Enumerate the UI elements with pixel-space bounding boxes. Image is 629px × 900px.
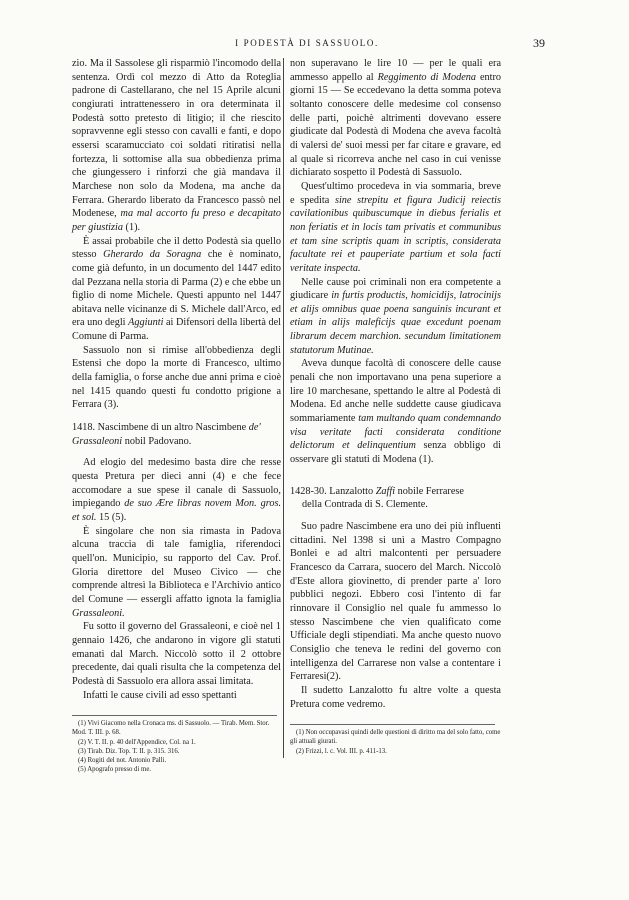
- paragraph: Suo padre Nascimbene era uno dei più influenti cittadini. Nel 1398 si unì a Mastro Compagno Bonlei e ad altri malcontenti per persuadere Francesco da Carrara, suocero del March. Niccolò d'Este allora giovinetto, di prender parte a' loro pubblici negozi. Ebbero così l'intento di far rinnovare il Consiglio nel quale fu ammesso lo stesso Nascimbene che vien qualificato come Ufficiale degli stipendiati. Ma anche questo nuovo Consiglio che teneva le redini del governo con intelligenza del Carrarese non valse a contentare i Ferraresi(2).: [290, 521, 501, 683]
- footnote: (4) Rogiti del not. Antonio Palli.: [78, 757, 167, 764]
- footnote: (1) Vivi Giacomo nella Cronaca ms. di Sassuolo. — Tirab. Mem. Stor. Mod. T. III. p. 68.: [72, 720, 270, 737]
- paragraph: Quest'ultimo procedeva in via sommaria, breve e spedita sine strepitu et figura Judicij reiectis cavilationibus quibuscumque in diebus ferialis et non feriatis et in locis tam privatis et communibus et tam sine scriptis quam in scriptis, considerata facultate rei et pauperiate partium et sola facti veritate inspecta.: [290, 180, 501, 274]
- right-column: [290, 57, 501, 756]
- footnote-separator: [290, 719, 495, 725]
- footnote-separator: [72, 710, 277, 716]
- section-heading: 1418. Nascimbene di un altro Nascimbene de' Grassaleoni nobil Padovano.: [72, 422, 261, 447]
- footnotes: [72, 719, 281, 774]
- paragraph: Fu sotto il governo del Grassaleoni, e cioè nel 1 gennaio 1426, che andarono in vigore gli statuti emanati dal March. Niccolò sotto il 2 ottobre precedente, dai quali risulta che la competenza del Podestà di Sassuolo era allora assai limitata.: [72, 621, 281, 687]
- paragraph: non superavano le lire 10 — per le quali era ammesso appello al Reggimento di Modena entro giorni 15 — Se eccedevano la detta somma poteva soltanto conoscere delle medesime col consenso delle parti, poichè altrimenti dovevano essere giudicate dal Podestà di Modena che aveva facoltà di valersi de' suoi messi per far citare e gravare, ed al quale si ricorreva anche nel caso in cui venisse dichiarato sospetto il Podestà di Sassuolo.: [290, 58, 502, 179]
- paragraph: Infatti le cause civili ad esso spettanti: [83, 689, 237, 701]
- paragraph: Nelle cause poi criminali non era competente a giudicare in furtis productis, homicidijs, latrocinijs et alijs omnibus quae poena sanguinis incurant et etiam in alijs maleficijs quae excedunt poenam librarum decem marchion. secundum limitationem statutorum Mutinae.: [290, 276, 501, 356]
- footnote: (2) V. T. II. p. 40 dell'Appendice, Col. na 1.: [78, 738, 196, 746]
- paragraph: Il sudetto Lanzalotto fu altre volte a questa Pretura come vedremo.: [290, 684, 501, 710]
- section-heading: 1428-30. Lanzalotto Zaffi nobile Ferrarese della Contrada di S. Clemente.: [290, 485, 464, 511]
- footnote: (1) Non occupavasi quindi delle questioni di diritto ma del solo fatto, come gli attuali giurati.: [290, 729, 501, 746]
- footnote: (2) Frizzi, l. c. Vol. III. p. 411-13.: [296, 747, 387, 755]
- paragraph: È assai probabile che il detto Podestà sia quello stesso Gherardo da Soragna che è nominato, come già defunto, in un documento del 1447 edito dal Pezzana nella storia di Parma (2) e che ebbe un figlio di nome Michele. Questi appunto nel 1447 abitava nelle vicinanze di S. Michele dall'Arco, ed era uno degli Aggiunti ai Difensori della libertà del Comune di Parma.: [72, 235, 282, 343]
- footnote: (5) Apografo presso di me.: [78, 766, 152, 774]
- footnotes: [290, 728, 501, 756]
- page-header: [72, 36, 545, 52]
- paragraph: zio. Ma il Sassolese gli risparmiò l'incomodo della sentenza. Ordì col mezzo di Atto da Roteglia padrone di Castellarano, che nel 15 Aprile alcuni congiurati intrattenessero in ora determinata il Podestà sotto pretesto di litigio; il che riescito sopravvenne egli stesso con cavalli e fanti, e dopo essersi scaramucciato coi soldati ritiratisi nella fortezza, li sottomise alla sua obbedienza prima che giungessero i rinforzi che già mandava il Marchese non solo da Modena, ma anche da Ferrara. Gherardo liberato da Francesco passò nel Modenese, ma mal accorto fu preso e decapitato per giustizia (1).: [72, 58, 281, 233]
- paragraph: Aveva dunque facoltà di conoscere delle cause penali che non importavano una pena superiore a lire 10 marchesane, spettando le altre al Podestà di Modena. Ed anche nelle suddette cause giudicava sommariamente tam multando quam condemnando visa veritate facti considerata conditione delictorum et delinquentium senza obbligo di osservare gli statuti di Modena (1).: [290, 358, 501, 466]
- left-column: [72, 57, 281, 774]
- paragraph: Sassuolo non si rimise all'obbedienza degli Estensi che dopo la morte di Francesco, ultimo della famiglia, o forse anche due anni prima e cioè nel 1415 quando questi fu condotto prigione a Ferrara (3).: [72, 344, 281, 411]
- footnote: (3) Tirab. Diz. Top. T. II. p. 315. 316.: [78, 747, 180, 755]
- column-divider: [283, 58, 284, 758]
- paragraph: È singolare che non sia rimasta in Padova alcuna traccia di tale famiglia, riferendoci quell'on. Municipio, su rapporto del Cav. Prof. Gloria direttore del Museo Civico — che comprende altresì la Biblioteca e l'Archivio antico del Comune — essergli affatto ignota la famiglia Grassaleoni.: [72, 525, 281, 619]
- page-number: 39: [533, 36, 545, 50]
- paragraph: Ad elogio del medesimo basta dire che resse questa Pretura per dieci anni (4) e che fece accomodare a sue spese il canale di Sassuolo, impiegando de suo Ære libras novem Mon. gros. et sol. 15 (5).: [72, 457, 282, 523]
- running-title: I PODESTÀ DI SASSUOLO.: [235, 38, 379, 48]
